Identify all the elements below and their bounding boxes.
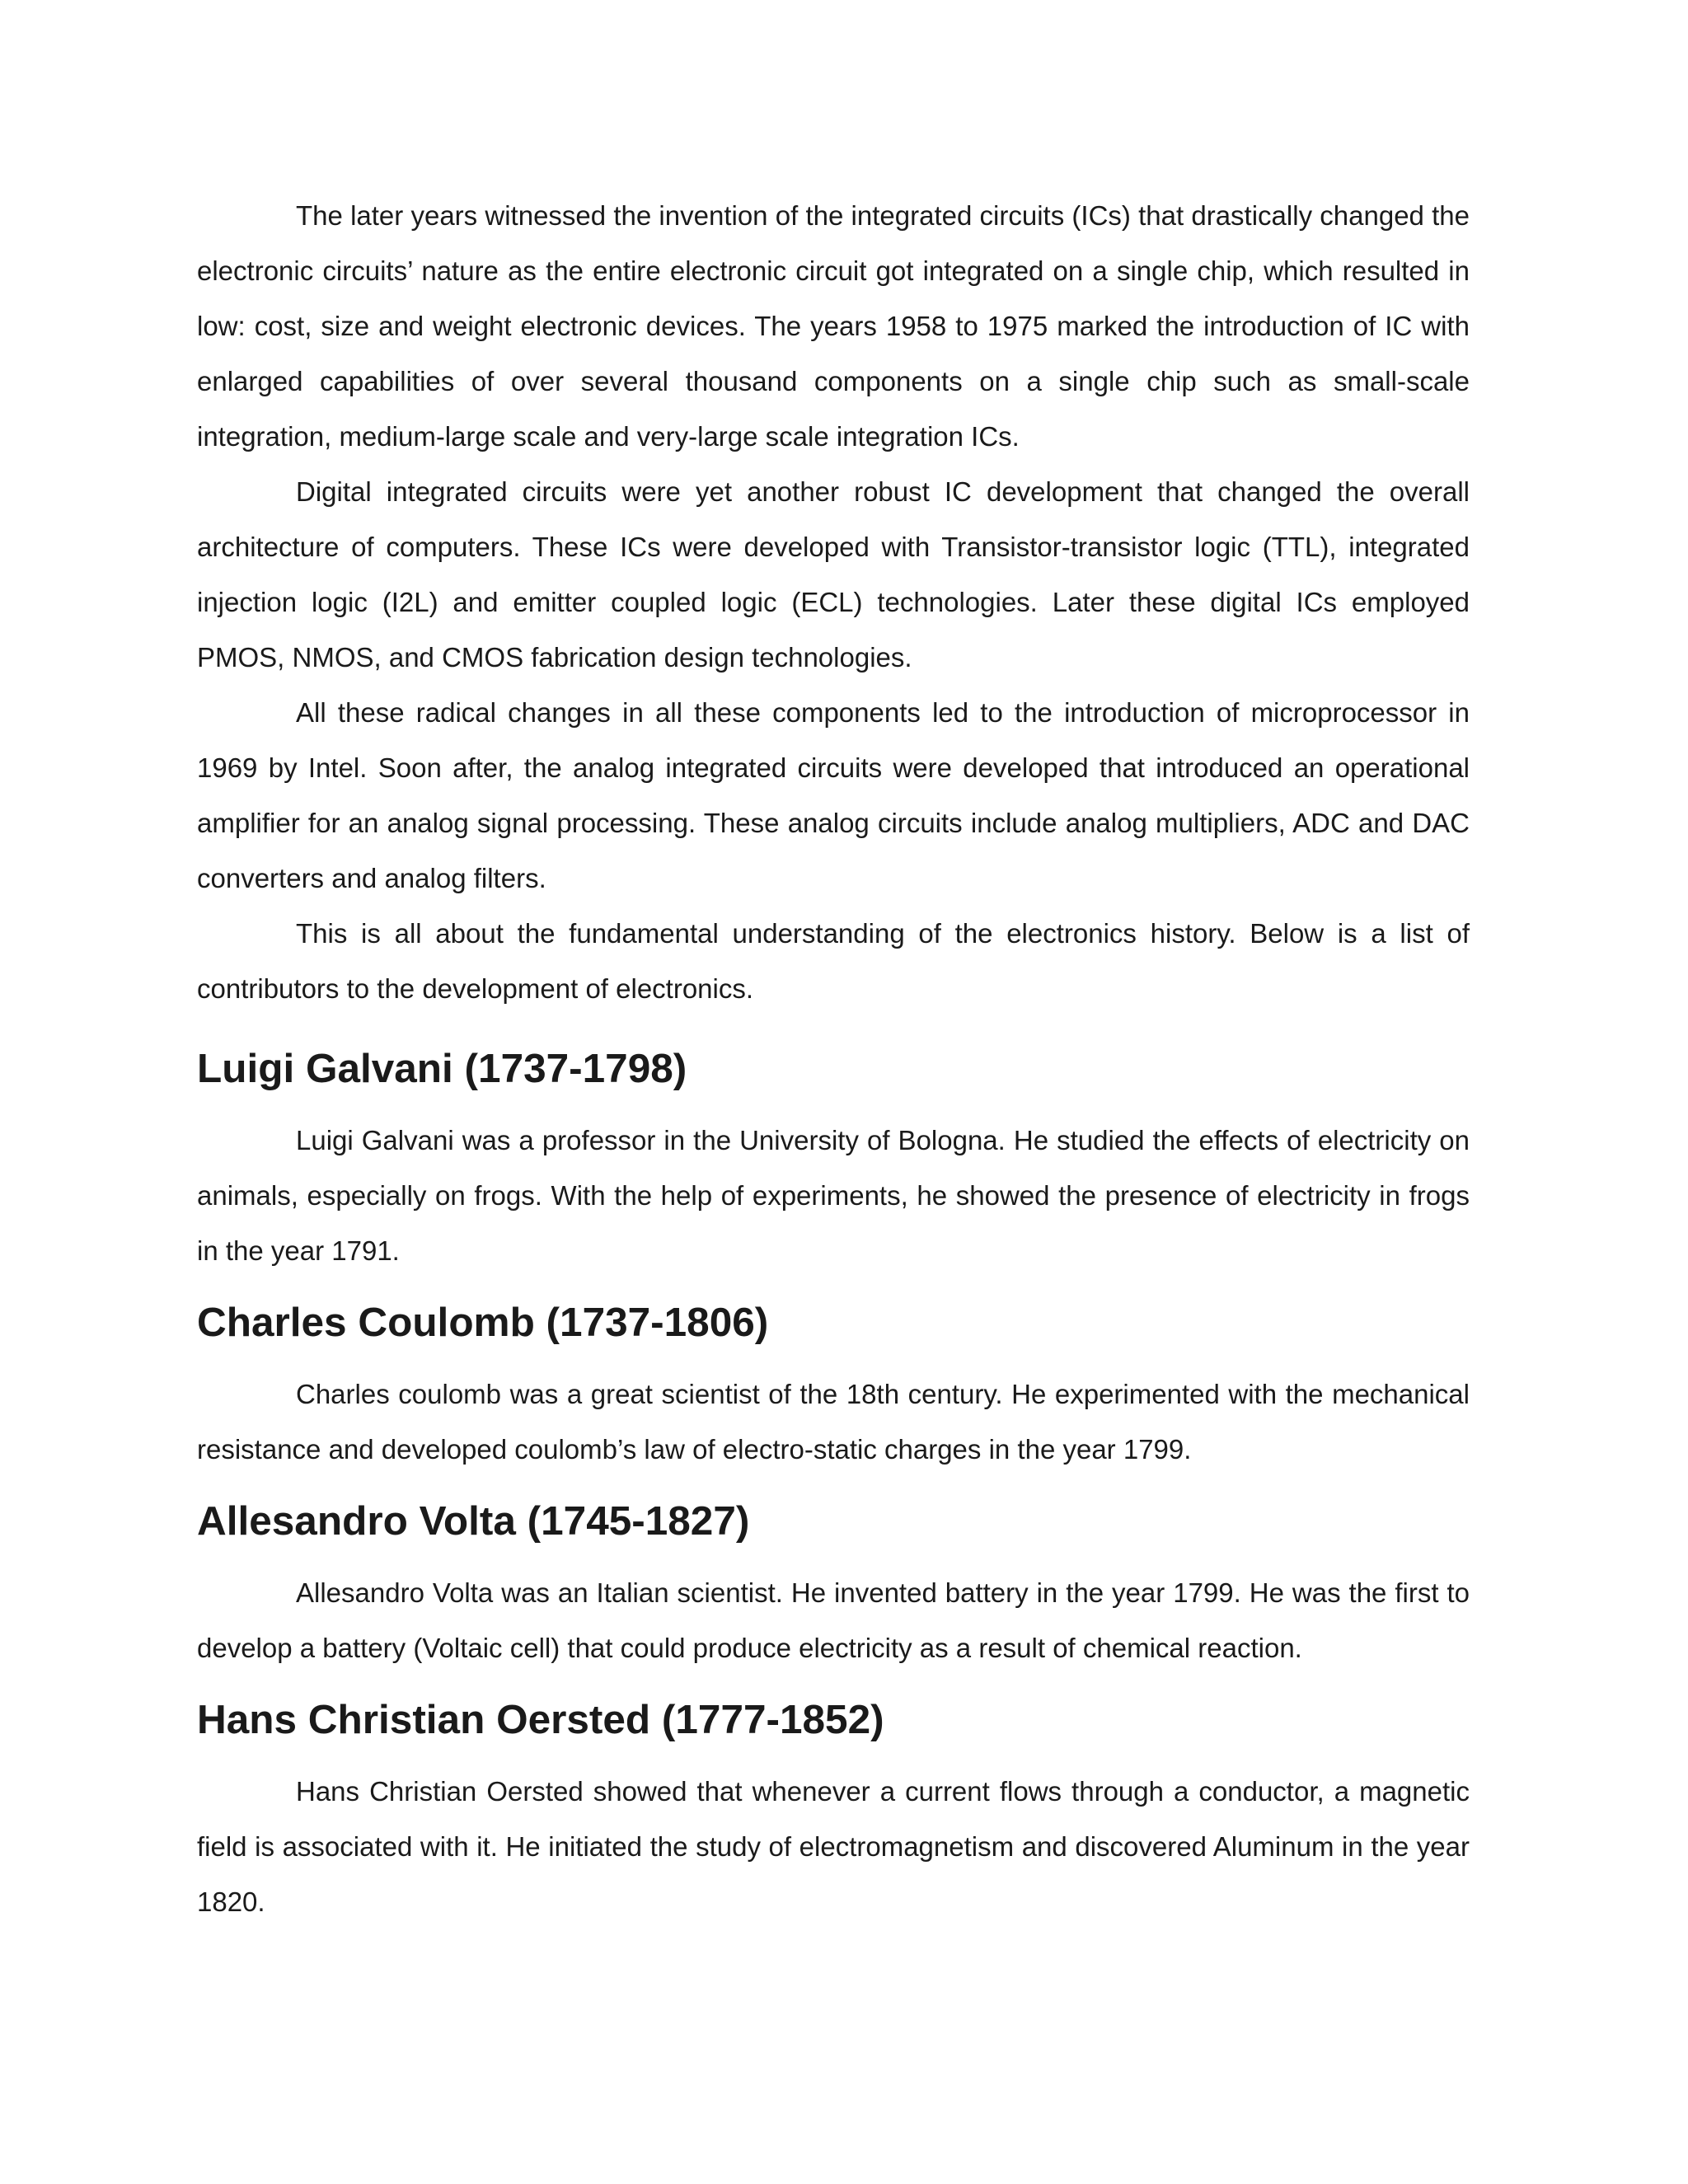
section-text-coulomb: Charles coulomb was a great scientist of the 18th century. He experimented with the mechanical resistance and developed coulomb’s law of electro-static charges in the year 1799. [197,1379,1470,1465]
section-heading-volta: Allesandro Volta (1745-1827) [197,1498,750,1544]
intro-paragraph-2: Digital integrated circuits were yet another robust IC development that changed the overall architecture of computers. These ICs were developed with Transistor-transistor logic (TTL), integrated injection logic (I2L) and emitter coupled logic (ECL) technologies. Later these digital ICs employed PMOS, NMOS, and CMOS fabrication design technologies. [197,476,1470,673]
section-text-galvani: Luigi Galvani was a professor in the University of Bologna. He studied the effects of electricity on animals, especially on frogs. With the help of experiments, he showed the presence of electricity in frogs in the year 1791. [197,1125,1470,1266]
section-heading-oersted: Hans Christian Oersted (1777-1852) [197,1697,884,1742]
document-body [197,188,1470,1929]
section-heading-coulomb: Charles Coulomb (1737-1806) [197,1300,769,1345]
intro-paragraph-4: This is all about the fundamental understanding of the electronics history. Below is a list of contributors to the development of electronics. [197,918,1470,1004]
section-heading-galvani: Luigi Galvani (1737-1798) [197,1046,687,1091]
section-text-volta: Allesandro Volta was an Italian scientist. He invented battery in the year 1799. He was the first to develop a battery (Voltaic cell) that could produce electricity as a result of chemical reaction. [197,1577,1470,1663]
intro-paragraph-1: The later years witnessed the invention of the integrated circuits (ICs) that drastically changed the electronic circuits’ nature as the entire electronic circuit got integrated on a single chip, which resulted in low: cost, size and weight electronic devices. The years 1958 to 1975 marked the introduction of IC with enlarged capabilities of over several thousand components on a single chip such as small-scale integration, medium-large scale and very-large scale integration ICs. [197,200,1470,452]
intro-paragraph-3: All these radical changes in all these components led to the introduction of microprocessor in 1969 by Intel. Soon after, the analog integrated circuits were developed that introduced an operational amplifier for an analog signal processing. These analog circuits include analog multipliers, ADC and DAC converters and analog filters. [197,697,1470,893]
section-text-oersted: Hans Christian Oersted showed that whenever a current flows through a conductor, a magnetic field is associated with it. He initiated the study of electromagnetism and discovered Aluminum in the year 1820. [197,1776,1470,1917]
